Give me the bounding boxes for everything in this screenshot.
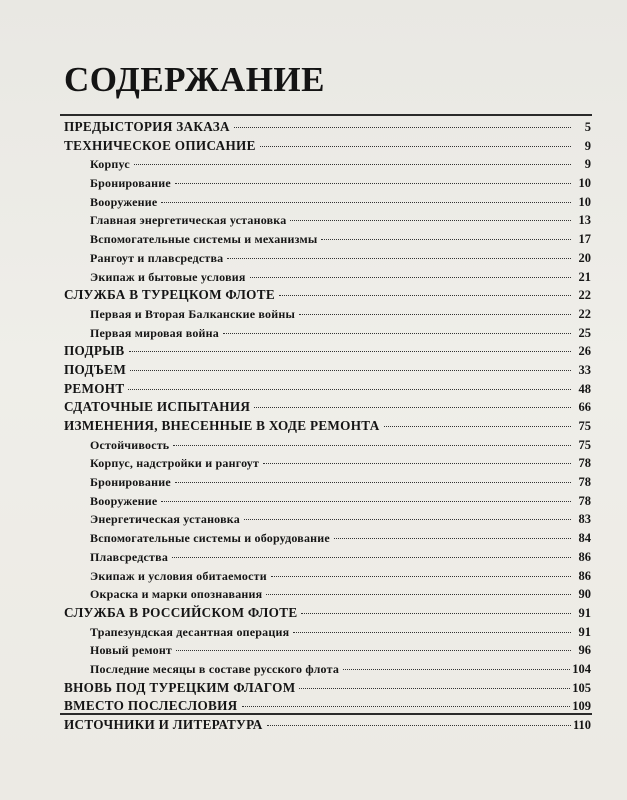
toc-section-entry: [64, 604, 591, 623]
toc-entry-title: Первая и Вторая Балканские войны: [90, 306, 296, 321]
dot-leader: [254, 407, 571, 408]
dot-leader: [250, 277, 571, 278]
toc-page-number: 86: [578, 568, 591, 583]
dot-leader: [290, 220, 571, 221]
toc-page-number: 9: [584, 157, 591, 172]
toc-page-number: 91: [578, 605, 591, 620]
toc-page-number: 10: [578, 176, 591, 191]
toc-entry-title: Вспомогательные системы и оборудование: [90, 531, 330, 546]
dot-leader: [227, 258, 571, 259]
toc-page-number: 5: [584, 120, 591, 134]
toc-entry-title: ПОДРЫВ: [64, 343, 125, 359]
toc-page-number: 109: [572, 699, 591, 714]
toc-subsection-entry: [64, 473, 591, 492]
toc-section-entry: [64, 342, 591, 361]
toc-entry-title: ВМЕСТО ПОСЛЕСЛОВИЯ: [64, 698, 238, 714]
dot-leader: [244, 519, 571, 520]
toc-entry-title: Остойчивость: [90, 437, 170, 452]
dot-leader: [175, 183, 571, 184]
dot-leader: [161, 501, 571, 502]
dot-leader: [321, 239, 571, 240]
toc-section-entry: [64, 716, 591, 735]
toc-subsection-entry: [64, 641, 591, 660]
toc-page-number: 48: [578, 381, 591, 396]
toc-subsection-entry: [64, 492, 591, 511]
toc-section-entry: [64, 380, 591, 399]
toc-entry-title: ТЕХНИЧЕСКОЕ ОПИСАНИЕ: [64, 137, 256, 153]
toc-entry-title: Окраска и марки опознавания: [90, 587, 263, 602]
toc-entry-title: Корпус: [90, 157, 130, 172]
toc-page-number: 10: [578, 194, 591, 209]
toc-subsection-entry: [64, 660, 591, 679]
toc-entry-title: Новый ремонт: [90, 643, 173, 658]
toc-subsection-entry: [64, 324, 591, 343]
toc-entry-title: ВНОВЬ ПОД ТУРЕЦКИМ ФЛАГОМ: [64, 679, 296, 695]
toc-page-number: 22: [578, 288, 591, 303]
toc-page-number: 21: [578, 269, 591, 284]
dot-leader: [234, 127, 571, 128]
toc-section-entry: [64, 398, 591, 417]
toc-section-entry: [64, 286, 591, 305]
toc-page-number: 84: [578, 531, 591, 546]
toc-entry-title: Первая мировая война: [90, 325, 219, 340]
dot-leader: [173, 445, 571, 446]
toc-entry-title: РЕМОНТ: [64, 380, 125, 396]
toc-page-number: 20: [578, 250, 591, 265]
toc-entry-title: ИЗМЕНЕНИЯ, ВНЕСЕННЫЕ В ХОДЕ РЕМОНТА: [64, 418, 380, 433]
dot-leader: [299, 314, 571, 315]
toc-subsection-entry: [64, 436, 591, 455]
toc-section-entry: [64, 361, 591, 380]
toc-page-number: 90: [578, 587, 591, 602]
toc-section-entry: [64, 679, 591, 698]
toc-subsection-entry: [64, 230, 591, 249]
dot-leader: [301, 613, 571, 614]
toc-entry-title: Вооружение: [90, 493, 158, 508]
toc-page-number: 75: [578, 419, 591, 433]
toc-page-number: 78: [578, 475, 591, 490]
toc-entry-title: Последние месяцы в составе русского флота: [90, 661, 340, 676]
toc-subsection-entry: [64, 155, 591, 174]
toc-entry-title: Плавсредства: [90, 549, 169, 564]
toc-page-number: 33: [578, 362, 591, 377]
dot-leader: [172, 557, 571, 558]
toc-subsection-entry: [64, 454, 591, 473]
toc-subsection-entry: [64, 529, 591, 548]
dot-leader: [271, 576, 571, 577]
page-title: СОДЕРЖАНИЕ: [64, 60, 326, 99]
toc-page-number: 78: [578, 456, 591, 471]
toc-page-number: 105: [572, 680, 591, 695]
toc-page-number: 75: [578, 437, 591, 452]
toc-subsection-entry: [64, 249, 591, 268]
toc-page-number: 110: [572, 718, 591, 732]
toc-subsection-entry: [64, 193, 591, 212]
dot-leader: [279, 295, 571, 296]
toc-entry-title: СЛУЖБА В ТУРЕЦКОМ ФЛОТЕ: [64, 287, 275, 303]
dot-leader: [299, 688, 570, 689]
toc-entry-title: Бронирование: [90, 475, 171, 490]
toc-subsection-entry: [64, 548, 591, 567]
dot-leader: [260, 146, 571, 147]
dot-leader: [134, 164, 571, 165]
toc-page-number: 17: [578, 232, 591, 247]
dot-leader: [223, 333, 571, 334]
toc-page-number: 104: [572, 661, 591, 676]
toc-entry-title: Энергетическая установка: [90, 512, 240, 527]
toc-subsection-entry: [64, 567, 591, 586]
top-rule: [60, 114, 592, 116]
toc-subsection-entry: [64, 174, 591, 193]
dot-leader: [176, 650, 571, 651]
dot-leader: [242, 706, 571, 707]
dot-leader: [334, 538, 571, 539]
toc-subsection-entry: [64, 268, 591, 287]
toc-page-number: 66: [578, 400, 591, 415]
dot-leader: [263, 463, 571, 464]
dot-leader: [175, 482, 571, 483]
dot-leader: [161, 202, 571, 203]
toc-subsection-entry: [64, 305, 591, 324]
toc-entry-title: Бронирование: [90, 176, 171, 191]
toc-entry-title: Трапезундская десантная операция: [90, 624, 290, 639]
toc-section-entry: [64, 118, 591, 137]
toc-page-number: 13: [578, 213, 591, 228]
toc-page-number: 26: [578, 344, 591, 359]
toc-entry-title: ПРЕДЫСТОРИЯ ЗАКАЗА: [64, 119, 230, 134]
toc-entry-title: ПОДЪЕМ: [64, 361, 127, 377]
toc-entry-title: Вооружение: [90, 194, 158, 209]
toc-page-number: 91: [578, 624, 591, 639]
toc-page-number: 25: [578, 325, 591, 340]
dot-leader: [384, 426, 571, 427]
toc-section-entry: [64, 137, 591, 156]
toc-subsection-entry: [64, 623, 591, 642]
dot-leader: [130, 370, 571, 371]
toc-subsection-entry: [64, 211, 591, 230]
dot-leader: [343, 669, 570, 670]
bottom-rule: [60, 713, 592, 715]
toc-page-number: 96: [578, 643, 591, 658]
dot-leader: [293, 632, 571, 633]
table-of-contents: [64, 118, 591, 735]
toc-subsection-entry: [64, 585, 591, 604]
toc-entry-title: СЛУЖБА В РОССИЙСКОМ ФЛОТЕ: [64, 604, 298, 620]
dot-leader: [129, 351, 571, 352]
toc-page-number: 22: [578, 306, 591, 321]
toc-entry-title: Экипаж и условия обитаемости: [90, 568, 267, 583]
toc-page-number: 78: [578, 493, 591, 508]
toc-entry-title: Рангоут и плавсредства: [90, 250, 224, 265]
toc-page-number: 86: [578, 549, 591, 564]
toc-entry-title: Главная энергетическая установка: [90, 213, 287, 228]
toc-entry-title: СДАТОЧНЫЕ ИСПЫТАНИЯ: [64, 399, 251, 415]
dot-leader: [128, 389, 571, 390]
toc-entry-title: ИСТОЧНИКИ И ЛИТЕРАТУРА: [64, 717, 263, 732]
toc-page-number: 9: [584, 138, 591, 153]
dot-leader: [266, 594, 571, 595]
dot-leader: [267, 725, 571, 726]
toc-entry-title: Экипаж и бытовые условия: [90, 269, 246, 284]
toc-entry-title: Вспомогательные системы и механизмы: [90, 232, 318, 247]
toc-entry-title: Корпус, надстройки и рангоут: [90, 456, 260, 471]
toc-section-entry: [64, 417, 591, 436]
toc-subsection-entry: [64, 510, 591, 529]
toc-page-number: 83: [578, 512, 591, 527]
